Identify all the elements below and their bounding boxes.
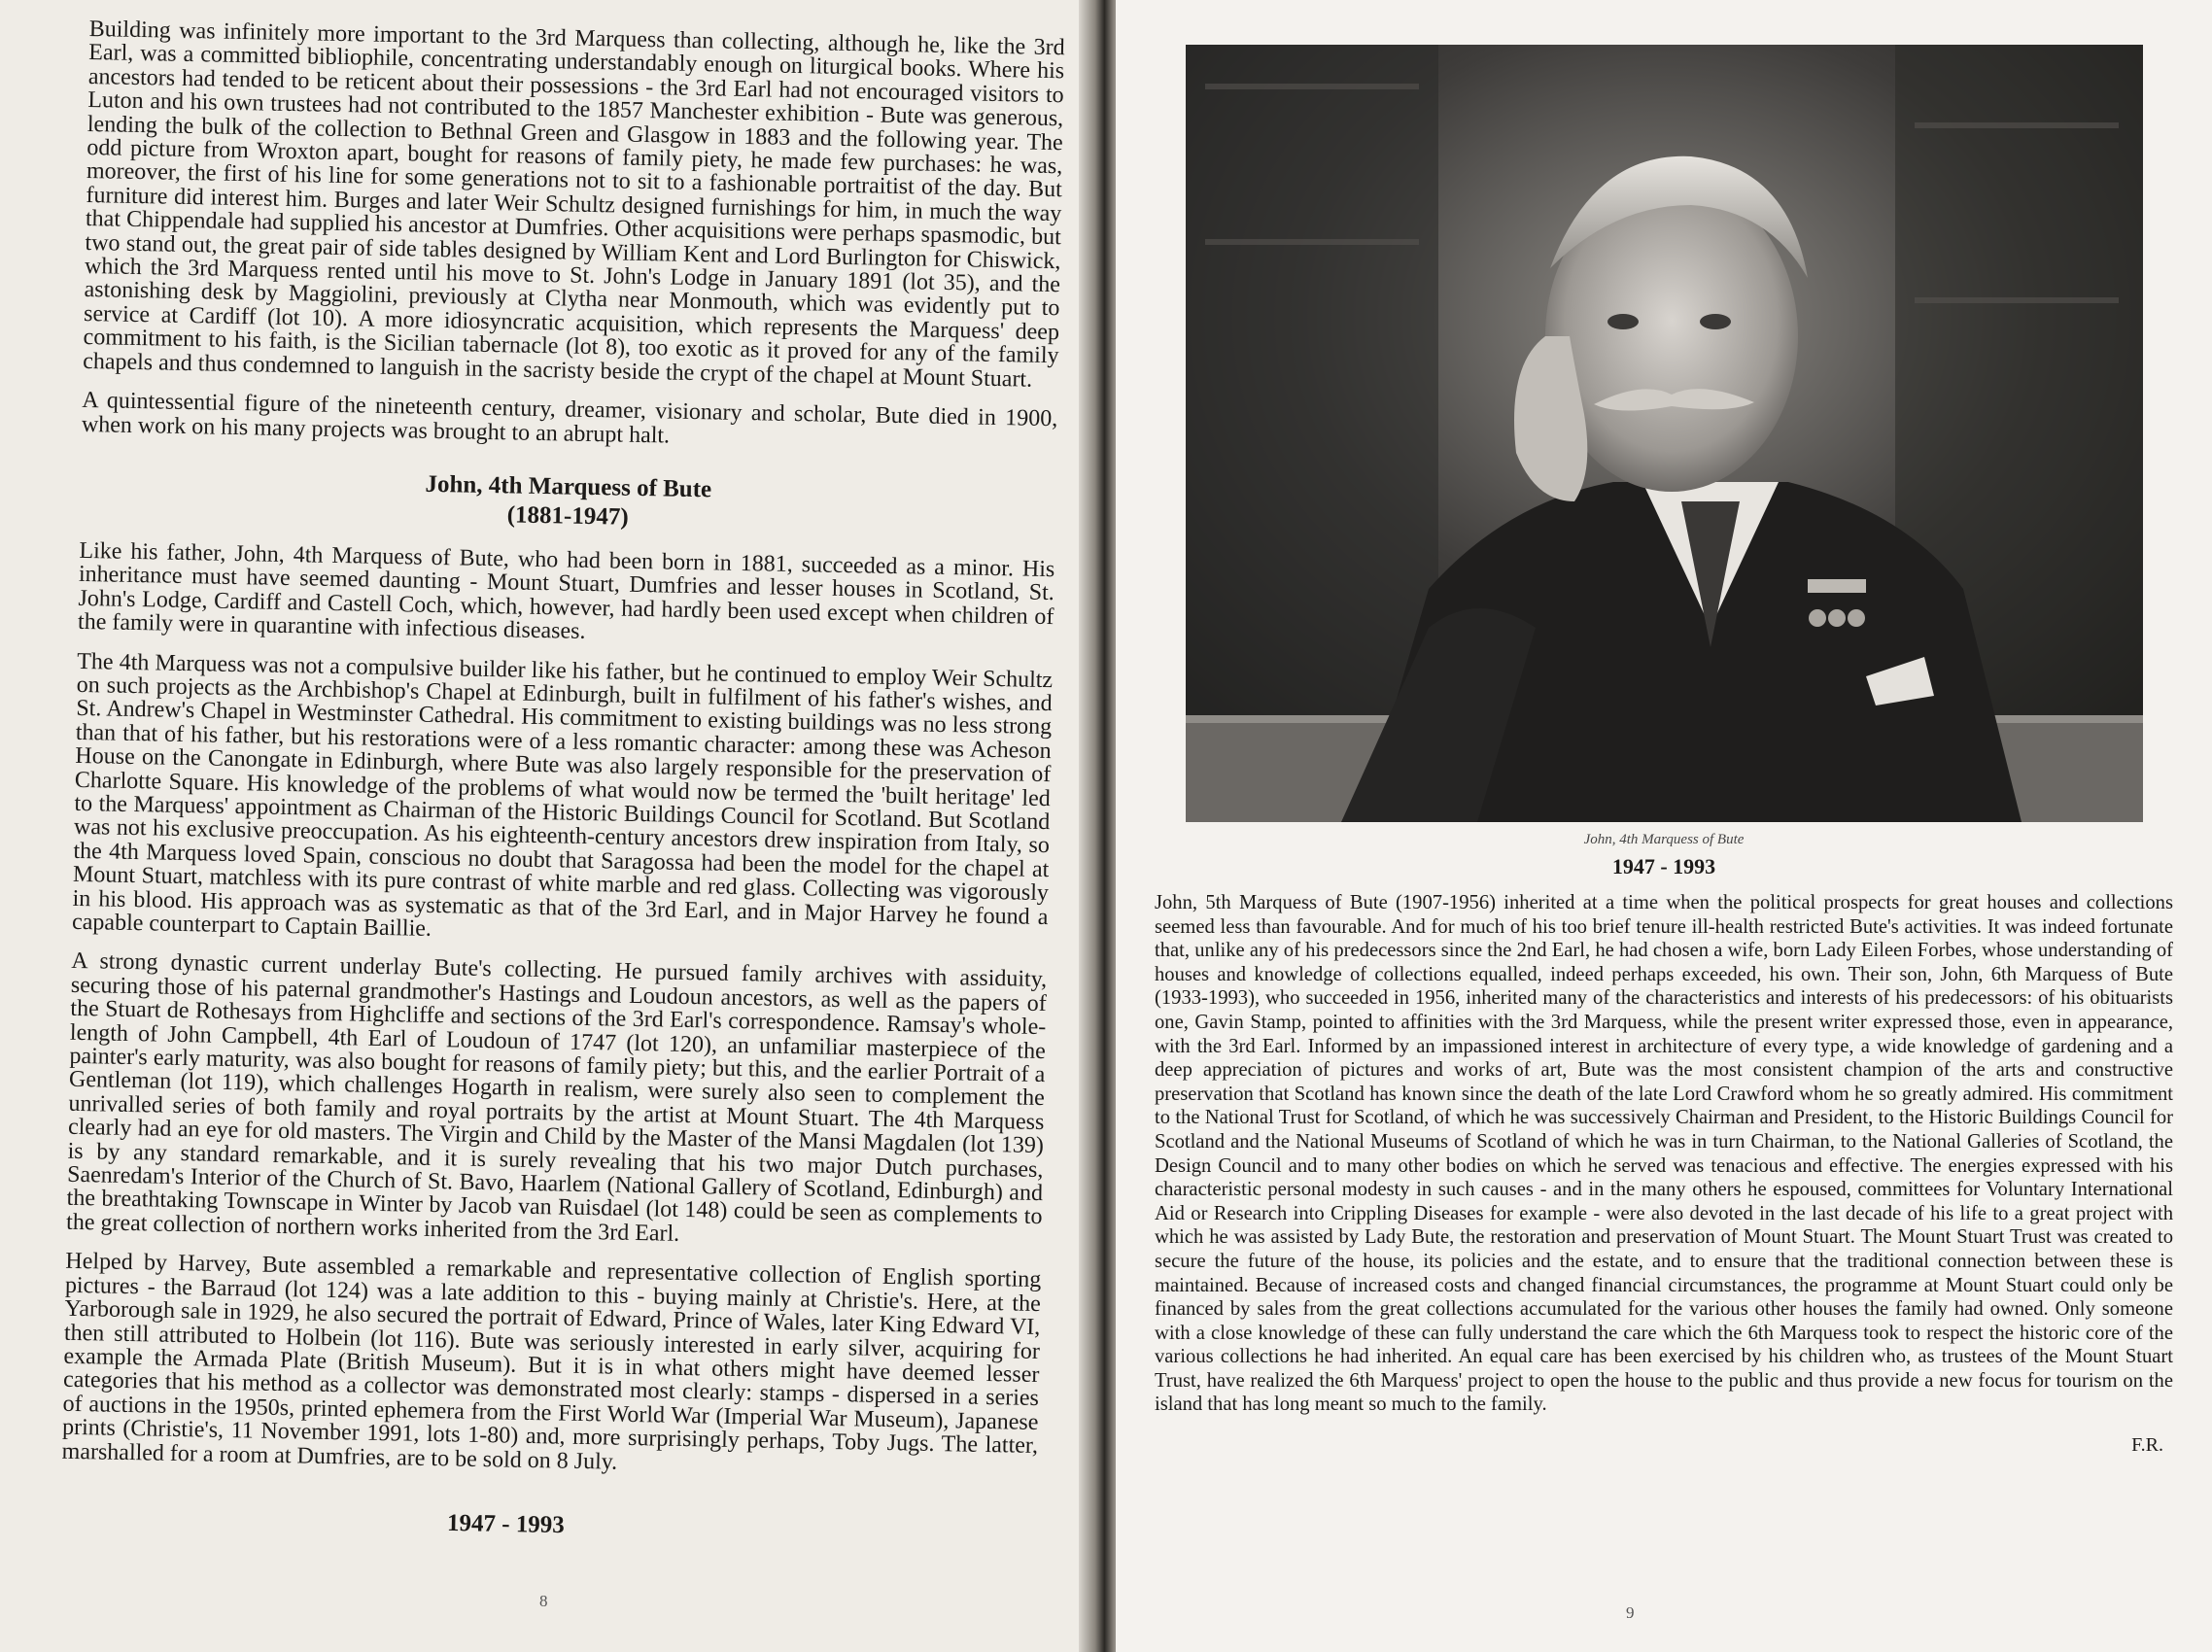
- photo-caption: John, 4th Marquess of Bute: [1583, 832, 1745, 847]
- portrait-photo: [1186, 45, 2143, 822]
- left-page: [0, 0, 1087, 1652]
- page-number: 8: [539, 1592, 548, 1610]
- right-page-text: [1155, 891, 2173, 1417]
- paragraph: A strong dynastic current underlay Bute's collecting. He pursued family archives with assiduity, securing those of his paternal grandmother's Hastings and Loudoun ancestors, as well as the papers of the Stuart de Rothesays from Highcliffe and sections of the 3rd Earl's correspondence. Ramsay's whole-length of John Campbell, 4th Earl of Loudoun of 1747 (lot 120), an unfamiliar masterpiece of the painter's early maturity, was also bought for reasons of family piety; but this, and the earlier Portrait of a Gentleman (lot 119), which challenges Hogarth in realism, were surely also seen to complement the unrivalled series of both family and royal portraits by the artist at Mount Stuart. The 4th Marquess clearly had an eye for old masters. The Virgin and Child by the Master of the Mansi Magdalen (lot 139) is by any standard remarkable, and it is surely revealing that his two major Dutch purchases, Saenredam's Interior of the Church of St. Bavo, Haarlem (National Gallery of Scotland, Edinburgh) and the breathtaking Townscape in Winter by Jacob van Ruisdael (lot 148) could be seen as complements to the great collection of northern works inherited from the 3rd Earl.: [65, 948, 1048, 1247]
- paragraph: A quintessential figure of the nineteenth century, dreamer, visionary and scholar, Bute died in 1900, when work on his many projects was brought to an abrupt halt.: [81, 388, 1058, 449]
- page-number: 9: [1626, 1603, 1635, 1622]
- author-initials: F.R.: [2131, 1434, 2163, 1457]
- paragraph: The 4th Marquess was not a compulsive builder like his father, but he continued to employ Weir Schultz on such projects as the Archbishop's Chapel at Edinburgh, built in fulfilment of his father's wishes, and St. Andrew's Chapel in Westminster Cathedral. His commitment to existing buildings was no less strong than that of his father, but his restorations were of a less romantic character: among these was Acheson House on the Canongate in Edinburgh, where Bute was also largely responsible for the preservation of Charlotte Square. His knowledge of the problems of what would now be termed the 'built heritage' led to the Marquess' appointment as Chairman of the Historic Buildings Council for Scotland. But Scotland was not his exclusive preoccupation. As his eighteenth-century ancestors drew inspiration from Italy, so the 4th Marquess loved Spain, conscious no doubt that Saragossa had been the model for the chapel at Mount Stuart, matchless with its pure contrast of white marble and red glass. Collecting was vigorously in his blood. His approach was as systematic as that of the 3rd Earl, and in Major Harvey he found a capable counterpart to Captain Baillie.: [71, 648, 1054, 942]
- paragraph: John, 5th Marquess of Bute (1907-1956) inherited at a time when the political prospects for great houses and collections seemed less than favourable. And for much of his too brief tenure ill-health restricted Bute's activities. It was indeed fortunate that, unlike any of his predecessors since the 2nd Earl, he had chosen a wife, born Lady Eileen Forbes, whose understanding of houses and knowledge of collections equalled, indeed perhaps exceeded, his own. Their son, John, 6th Marquess of Bute (1933-1993), who succeeded in 1956, inherited many of the characteristics and interests of his predecessors: of his obituarists one, Gavin Stamp, pointed to affinities with the 3rd Marquess, while the present writer expressed those, even in appearance, with the 3rd Earl. Informed by an impassioned interest in architecture of every type, a wide knowledge of gardening and a deep appreciation of pictures and works of art, Bute was the most consistent champion of the arts and constructive preservation that Scotland has known since the death of the late Lord Crawford whom he so greatly admired. His commitment to the National Trust for Scotland, of which he was successively Chairman and President, to the Historic Buildings Council for Scotland and the National Museums of Scotland of which he was in turn Chairman, to the National Galleries of Scotland, the Design Council and to many other bodies on which he served was tenacious and effective. The energies expressed with his characteristic personal modesty in such causes - and in the many others he espoused, committees for Voluntary International Aid or Research into Crippling Diseases for example - were also devoted in the last decade of his life to a great project with which he was assisted by Lady Bute, the restoration and preservation of Mount Stuart. The Mount Stuart Trust was created to secure the future of the house, its policies and the estate, and to ensure that the traditional connection between these is maintained. Because of increased costs and changed financial circumstances, the programme at Mount Stuart could only be financed by sales from the great collections accumulated for the various other houses the family had owned. Only someone with a close knowledge of these can fully understand the care which the 6th Marquess took to respect the historic core of the various collections he had inherited. An equal care has been exercised by his children who, as trustees of the Mount Stuart Trust, have realized the 6th Marquess' project to open the house to the public and thus provide a new focus for tourism on the island that has long meant so much to the family.: [1155, 892, 2173, 1416]
- section-title: John, 4th Marquess of Bute: [425, 470, 712, 503]
- paragraph: Like his father, John, 4th Marquess of Bute, who had been born in 1881, succeeded as a minor. His inheritance must have seemed daunting - Mount Stuart, Dumfries and lesser houses in Scotland, St. John's Lodge, Cardiff and Castell Coch, which, however, had hardly been used except when children of the family were in quarantine with infectious diseases.: [77, 537, 1055, 645]
- portrait-illustration: [1186, 45, 2143, 822]
- left-page-text: [61, 17, 1064, 1482]
- right-page: [1116, 0, 2212, 1652]
- paragraph: Helped by Harvey, Bute assembled a remarkable and representative collection of English sporting pictures - the Barraud (lot 124) was a late addition to this - buying mainly at Christie's. Here, at the Yarborough sale in 1929, he also secured the portrait of Edward, Prince of Wales, later King Edward VI, then still attributed to Holbein (lot 116). Bute was seriously interested in early silver, acquiring for example the Armada Plate (British Museum). But it is in what others might have deemed lesser categories that his method as a collector was demonstrated most clearly: stamps - dispersed in a series of auctions in the 1950s, printed ephemera from the First World War (Imperial War Museum), Japanese prints (Christie's, 11 November 1991, lots 1-80) and, more surprisingly perhaps, Toby Jugs. The latter, marshalled for a room at Dumfries, are to be sold on 8 July.: [61, 1249, 1042, 1475]
- section-heading-footer: 1947 - 1993: [446, 1509, 566, 1539]
- paragraph: Building was infinitely more important to the 3rd Marquess than collecting, although he, like the 3rd Earl, was a committed bibliophile, concentrating understandably enough on liturgical books. Where his ancestors had tended to be reticent about their possessions - the 3rd Earl had not encouraged visitors to Luton and his own trustees had not contributed to the 1857 Manchester exhibition - Bute was generous, lending the bulk of the collection to Bethnal Green and Glasgow in 1883 and the following year. The odd picture from Wroxton apart, bought for reasons of family piety, he made few purchases: he was, moreover, the first of his line for some generations not to sit to a fashionable portraitist of the day. But furniture did interest him. Burges and later Weir Schultz designed furnishings for him, in much the way that Chippendale had supplied his ancestor at Dumfries. Other acquisitions were perhaps spasmodic, but two stand out, the great pair of side tables designed by William Kent and Lord Burlington for Chiswick, which the 3rd Marquess rented until his move to St. John's Lodge in January 1891 (lot 35), and the astonishing desk by Maggiolini, previously at Clytha near Monmouth, which was evidently put to service at Cardiff (lot 10). A more idiosyncratic acquisition, which represents the Marquess' deep commitment to his faith, is the Sicilian tabernacle (lot 8), too exotic as it proved for any of the family chapels and thus condemned to languish in the sacristy beside the crypt of the chapel at Mount Stuart.: [82, 17, 1065, 393]
- section-heading: 1947 - 1993: [1611, 854, 1716, 878]
- section-dates: (1881-1947): [506, 501, 629, 531]
- section-heading: [80, 464, 1056, 540]
